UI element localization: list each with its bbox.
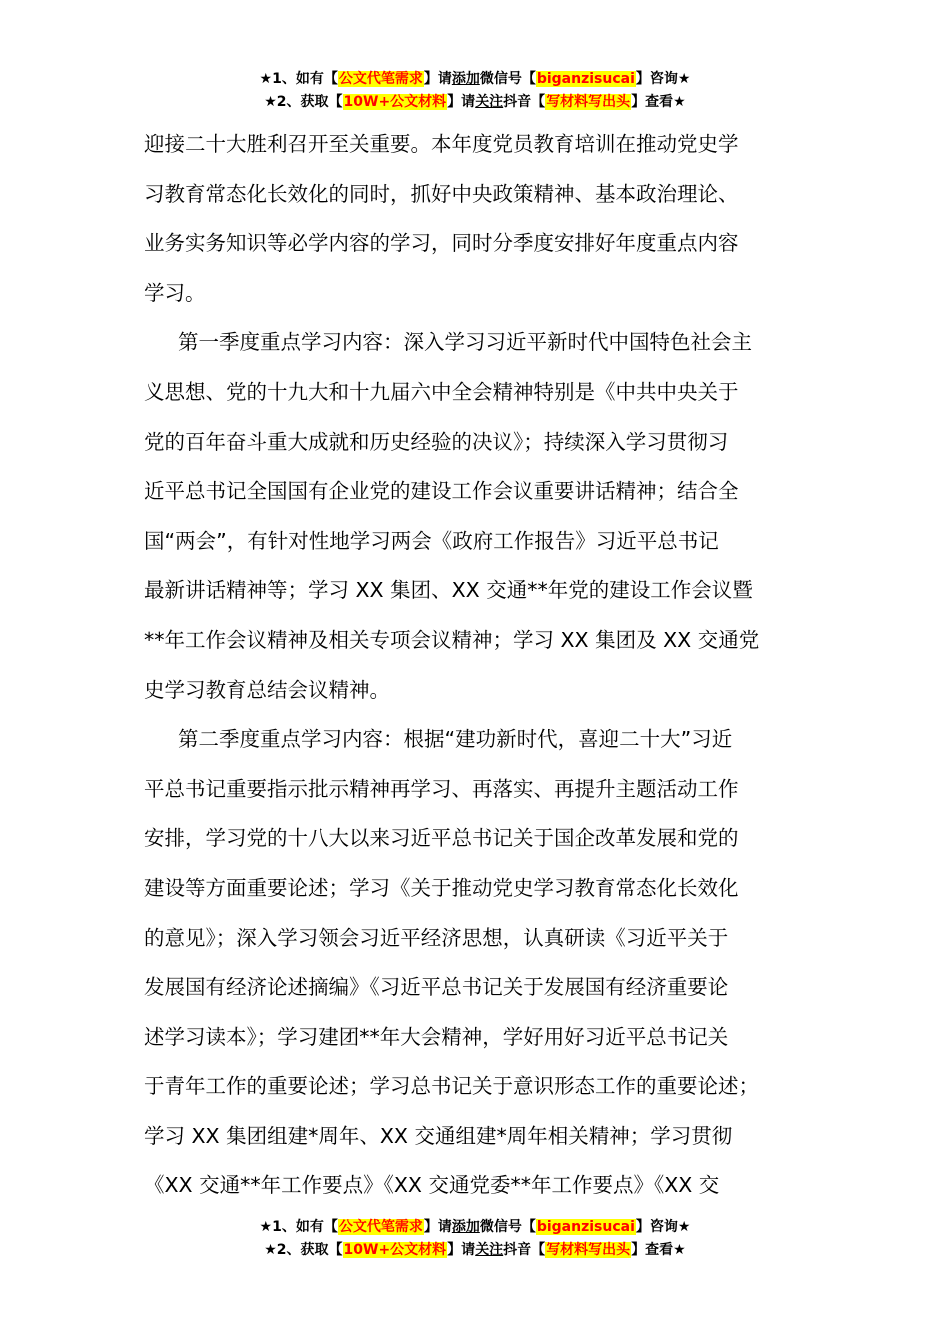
paragraph-3	[144, 715, 816, 1211]
text-line: 的意见》；深入学习领会习近平经济思想，认真研读《习近平关于	[144, 925, 729, 950]
banner-line-1	[0, 1216, 950, 1239]
banner-text: 】咨询★	[635, 71, 691, 87]
banner-line-2	[0, 1239, 950, 1262]
text-line: 国“两会”，有针对性地学习两会《政府工作报告》习近平总书记	[144, 528, 719, 553]
banner-highlight: 10W+公文材料	[343, 94, 447, 110]
text-line: 迎接二十大胜利召开至关重要。本年度党员教育培训在推动党史学	[144, 132, 739, 156]
banner-text: 微信号【	[479, 1219, 536, 1235]
header-banner	[0, 68, 950, 114]
banner-text: ★2、获取【	[264, 94, 343, 110]
text-line: 义思想、党的十九大和十九届六中全会精神特别是《中共中央关于	[144, 379, 739, 404]
text-line: 发展国有经济论述摘编》《习近平总书记关于发展国有经济重要论	[144, 975, 729, 1000]
banner-underline: 关注	[475, 94, 504, 110]
text-line: 学习 XX 集团组建*周年、XX 交通组建*周年相关精神；学习贯彻	[144, 1123, 733, 1148]
banner-text: 】请	[423, 71, 452, 87]
banner-text: ★1、如有【	[259, 71, 338, 87]
text-line: 第二季度重点学习内容：根据“建功新时代，喜迎二十大”习近	[178, 727, 733, 752]
text-line: 《XX 交通**年工作要点》《XX 交通党委**年工作要点》《XX 交	[144, 1173, 720, 1198]
banner-text: 微信号【	[479, 71, 536, 87]
banner-text: 】请	[423, 1219, 452, 1235]
text-line: 第一季度重点学习内容：深入学习习近平新时代中国特色社会主	[178, 330, 752, 355]
banner-line-1	[0, 68, 950, 91]
banner-line-2	[0, 91, 950, 114]
banner-highlight: 写材料写出头	[546, 94, 631, 110]
banner-underline: 添加	[451, 71, 480, 87]
banner-highlight: 10W+公文材料	[343, 1242, 447, 1258]
banner-text: 】查看★	[631, 1242, 686, 1258]
banner-underline: 关注	[475, 1242, 504, 1258]
text-line: 安排，学习党的十八大以来习近平总书记关于国企改革发展和党的	[144, 826, 739, 851]
text-line: 建设等方面重要论述；学习《关于推动党史学习教育常态化长效化	[144, 875, 739, 900]
text-line: 业务实务知识等必学内容的学习，同时分季度安排好年度重点内容	[144, 231, 739, 256]
text-line: 平总书记重要指示批示精神再学习、再落实、再提升主题活动工作	[144, 776, 739, 801]
banner-highlight: 公文代笔需求	[338, 1219, 423, 1235]
text-line: **年工作会议精神及相关专项会议精神；学习 XX 集团及 XX 交通党	[144, 627, 760, 652]
banner-highlight: 写材料写出头	[546, 1242, 631, 1258]
banner-text: ★2、获取【	[264, 1242, 343, 1258]
text-line: 史学习教育总结会议精神。	[144, 677, 390, 702]
banner-text: 】咨询★	[635, 1219, 691, 1235]
text-line: 最新讲话精神等；学习 XX 集团、XX 交通**年党的建设工作会议暨	[144, 578, 753, 603]
banner-text: 】查看★	[631, 94, 686, 110]
text-line: 党的百年奋斗重大成就和历史经验的决议》；持续深入学习贯彻习	[144, 429, 729, 454]
banner-text: ★1、如有【	[259, 1219, 338, 1235]
paragraph-1	[144, 120, 816, 318]
banner-text: 抖音【	[503, 1242, 546, 1258]
document-body	[144, 120, 816, 1211]
banner-underline: 添加	[451, 1219, 480, 1235]
text-line: 于青年工作的重要论述；学习总书记关于意识形态工作的重要论述；	[144, 1074, 759, 1099]
banner-highlight: biganzisucai	[536, 71, 635, 87]
banner-text: 抖音【	[503, 94, 546, 110]
text-line: 近平总书记全国国有企业党的建设工作会议重要讲话精神；结合全	[144, 479, 739, 504]
text-line: 习教育常态化长效化的同时，抓好中央政策精神、基本政治理论、	[144, 181, 739, 206]
banner-highlight: biganzisucai	[536, 1219, 635, 1235]
paragraph-2	[144, 318, 816, 715]
text-line: 学习。	[144, 280, 206, 305]
banner-text: 】请	[447, 94, 476, 110]
text-line: 述学习读本》；学习建团**年大会精神，学好用好习近平总书记关	[144, 1024, 729, 1049]
footer-banner	[0, 1216, 950, 1262]
banner-highlight: 公文代笔需求	[338, 71, 423, 87]
banner-text: 】请	[447, 1242, 476, 1258]
